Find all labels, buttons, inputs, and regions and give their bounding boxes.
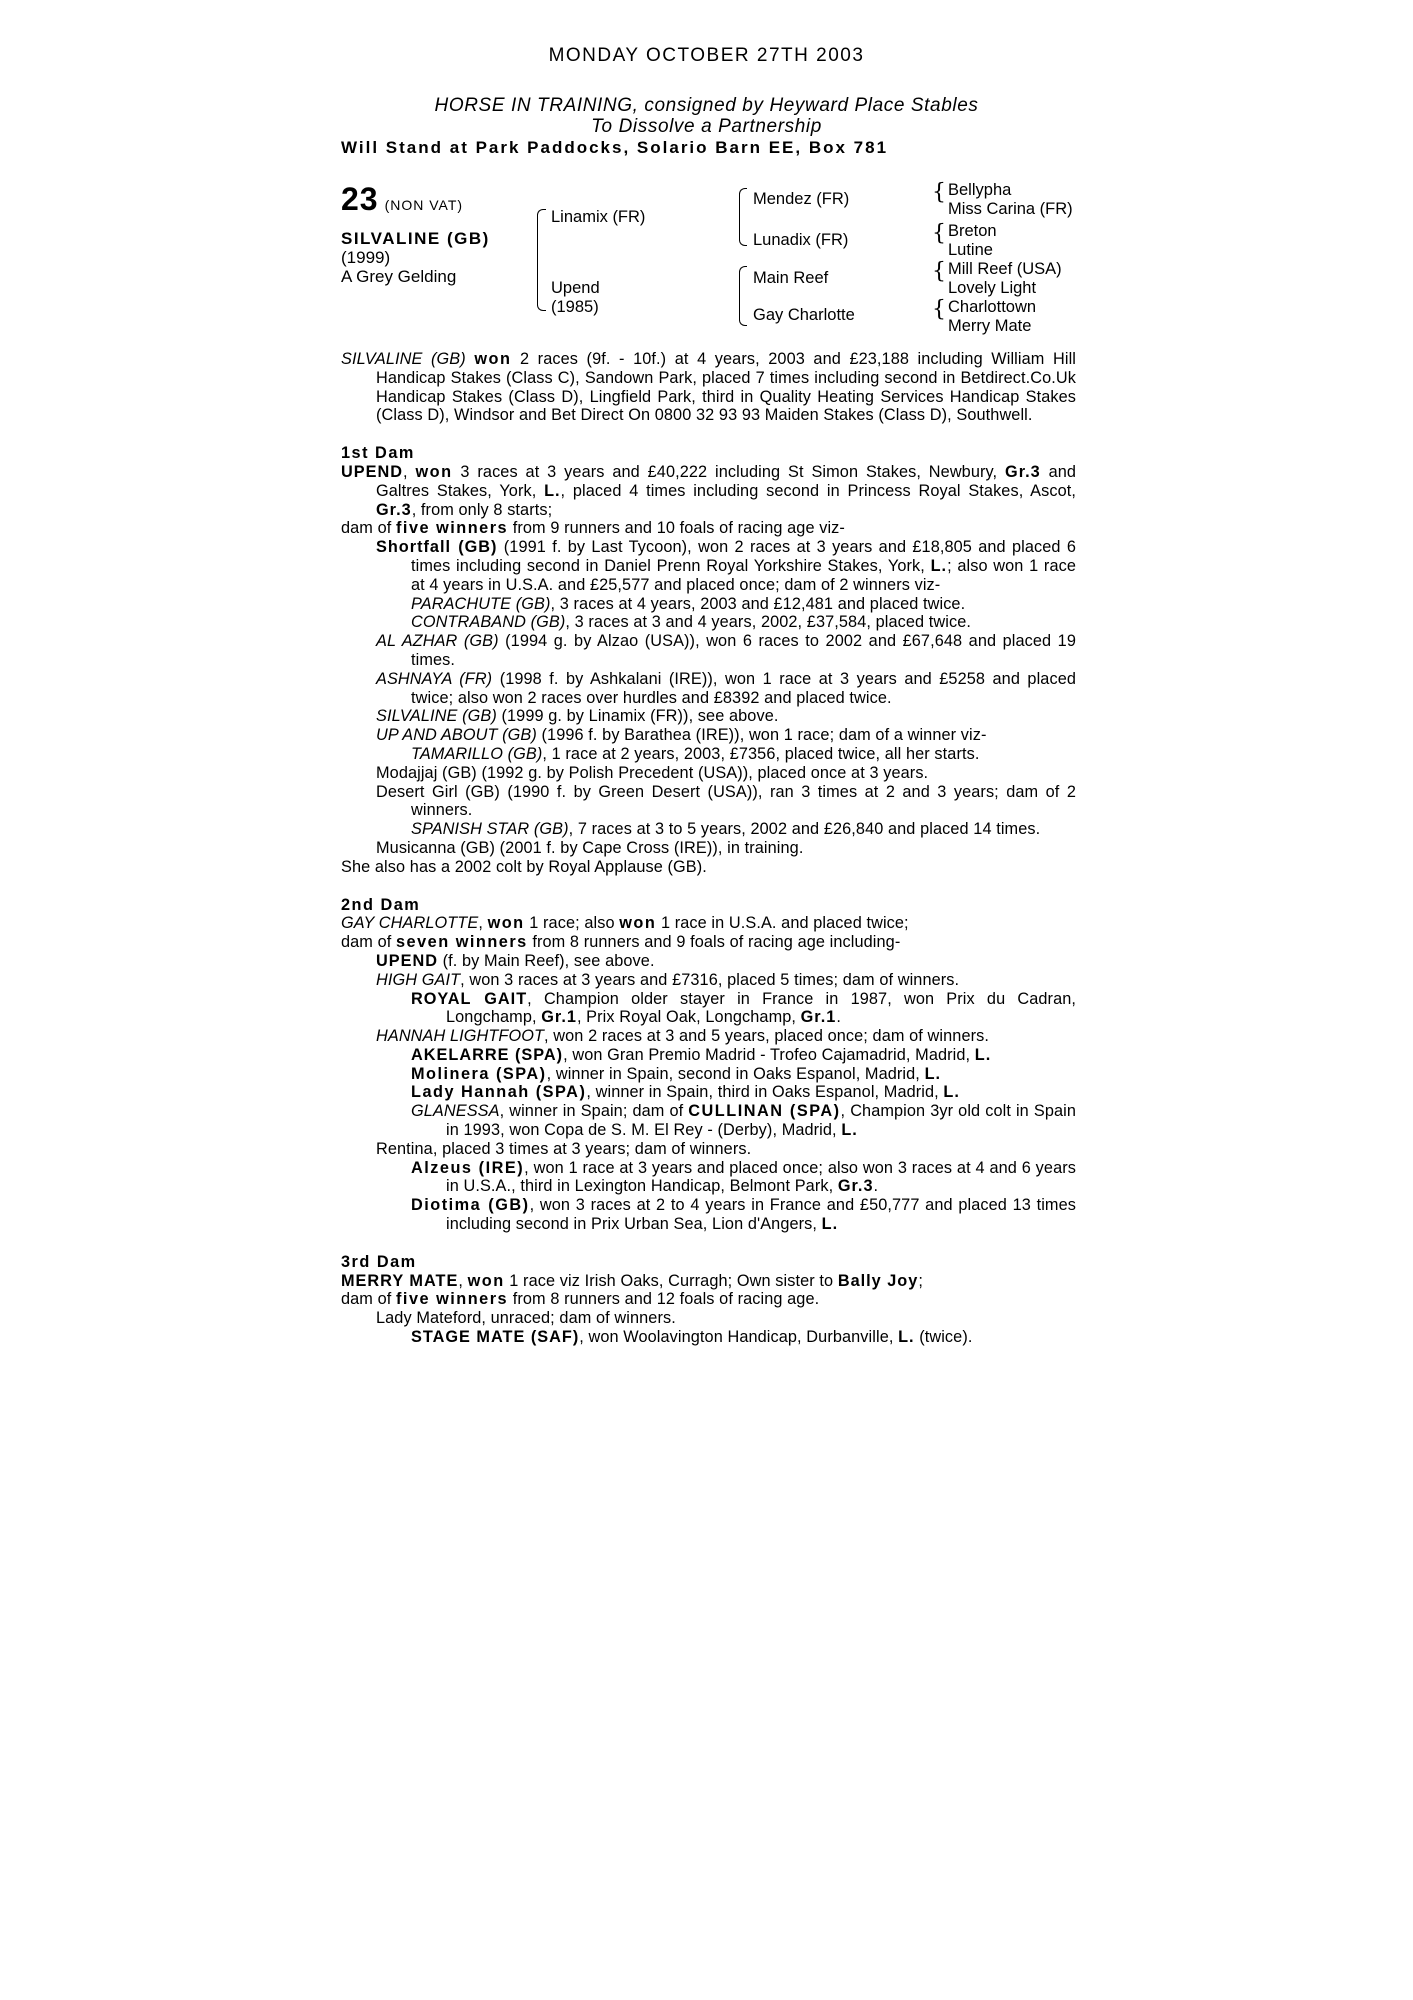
produce-alzeus	[341, 1159, 1076, 1197]
horse-name-inline: SILVALINE (GB)	[341, 350, 466, 368]
won-label: won	[487, 914, 525, 933]
text: from 8 runners and 12 foals of racing age.	[512, 1290, 820, 1309]
text: , Champion older stayer in France in 1987, won Prix du Cadran, Longchamp,	[446, 989, 1077, 1027]
produce-molinera	[341, 1065, 1076, 1084]
third-dam-record: MERRY MATE, won 1 race viz Irish Oaks, Curragh; Own sister to Bally Joy;	[341, 1271, 923, 1290]
produce-hannah-lightfoot	[341, 1027, 1076, 1046]
pedigree-g3: Breton	[948, 222, 997, 240]
text: , won 1 race at 3 years and placed once; also won 3 races at 4 and 6 years in U.S.A., third in Lexington Handicap, Belmont Park,	[446, 1158, 1076, 1196]
text: , won 3 races at 2 to 4 years in France and £50,777 and placed 13 times including second in Prix Urban Sea, Lion d'Angers,	[446, 1196, 1076, 1234]
produce-name: SPANISH STAR (GB)	[411, 820, 569, 839]
text: , 7 races at 3 to 5 years, 2002 and £26,840 and placed 14 times.	[568, 820, 1041, 839]
pedigree-g5: Mill Reef (USA)	[948, 260, 1062, 278]
pedigree-dam-sire: Main Reef	[753, 269, 829, 287]
second-dam-record: GAY CHARLOTTE, won 1 race; also won 1 race in U.S.A. and placed twice;	[341, 914, 909, 933]
text: ;	[918, 1271, 923, 1290]
text: .	[836, 1008, 841, 1027]
second-dam-produce-line	[341, 933, 1076, 952]
text: , winner in Spain, third in Oaks Espanol, Madrid,	[586, 1083, 939, 1102]
text: , won 3 races at 3 years and £7316, placed 5 times; dam of winners.	[460, 970, 960, 989]
produce-desert-girl: Desert Girl (GB) (1990 f. by Green Desert (USA)), ran 3 times at 2 and 3 years; dam of 2 winners.	[376, 782, 1076, 820]
pedigree-brace-5: {	[932, 221, 946, 246]
pedigree-brace-2	[739, 188, 747, 246]
winners-count: seven winners	[396, 933, 528, 952]
produce-al-azhar	[341, 632, 1076, 670]
pedigree-g4: Lutine	[948, 241, 993, 259]
consignor-line: HORSE IN TRAINING, consigned by Heyward Place Stables	[434, 95, 979, 116]
text: , winner in Spain, second in Oaks Espanol, Madrid,	[546, 1064, 920, 1083]
listed-label: L.	[841, 1121, 858, 1140]
third-dam-name: MERRY MATE	[341, 1271, 459, 1290]
foaling-year: (1999)	[341, 248, 391, 267]
text: dam of	[341, 519, 392, 538]
sale-date: MONDAY OCTOBER 27TH 2003	[548, 45, 865, 66]
produce-stage-mate	[341, 1328, 1076, 1347]
pedigree-brace-4: {	[932, 180, 946, 205]
lot-number: 23	[341, 181, 379, 217]
won-label: won	[415, 462, 453, 481]
text: , placed 4 times including second in Princess Royal Stakes, Ascot,	[560, 481, 1076, 500]
pedigree-brace-7: {	[932, 297, 946, 322]
produce-high-gait	[341, 971, 1076, 990]
won-label: won	[619, 914, 657, 933]
produce-akelarre	[341, 1046, 1076, 1065]
text: (1994 g. by Alzao (USA)), won 6 races to 2002 and £67,648 and placed 19 times.	[411, 632, 1076, 669]
lot-heading	[341, 181, 463, 218]
text: , won Gran Premio Madrid - Trofeo Cajamadrid, Madrid,	[563, 1045, 971, 1064]
text: ; also won 1 race at 4 years in U.S.A. and £25,577 and placed once; dam of 2 winners viz-	[411, 556, 1077, 594]
pedigree-g1: Bellypha	[948, 181, 1012, 199]
produce-upend	[341, 952, 1076, 971]
grade-label: Gr.1	[800, 1008, 837, 1027]
produce-name: GLANESSA	[411, 1102, 500, 1121]
produce-name: Molinera (SPA)	[411, 1064, 547, 1083]
produce-modajjaj: Modajjaj (GB) (1992 g. by Polish Precedent (USA)), placed once at 3 years.	[376, 763, 929, 782]
listed-label: L.	[930, 556, 948, 575]
race-record-text: 2 races (9f. - 10f.) at 4 years, 2003 and £23,188 including William Hill Handicap Stakes (Class C), Sandown Park, placed 7 times including second in Betdirect.Co.Uk Handicap Stakes (Class D), Lingfield Park, third in Quality Heating Services Handicap Stakes (Class D), Windsor and Bet Direct On 0800 32 93 93 Maiden Stakes (Class D), Southwell.	[376, 350, 1076, 425]
produce-name: HIGH GAIT	[376, 970, 461, 989]
listed-label: L.	[943, 1083, 960, 1102]
produce-lady-hannah	[341, 1083, 1076, 1102]
produce-name: UPEND	[376, 951, 438, 970]
text: (1996 f. by Barathea (IRE)), won 1 race; dam of a winner viz-	[541, 726, 987, 745]
produce-name: TAMARILLO (GB)	[411, 744, 543, 763]
produce-name: STAGE MATE (SAF)	[411, 1328, 580, 1347]
pedigree-dam-year: (1985)	[551, 298, 599, 316]
pedigree-g2: Miss Carina (FR)	[948, 200, 1073, 218]
listed-label: L.	[821, 1215, 839, 1234]
text: (twice).	[919, 1328, 973, 1347]
first-dam-produce-line	[341, 519, 1076, 538]
second-dam-heading: 2nd Dam	[341, 895, 421, 914]
third-dam-produce-line	[341, 1290, 1076, 1309]
produce-name: CONTRABAND (GB)	[411, 613, 566, 632]
listed-label: L.	[544, 481, 561, 500]
produce-name: AKELARRE (SPA)	[411, 1045, 564, 1064]
third-dam-heading: 3rd Dam	[341, 1252, 417, 1271]
produce-contraband	[341, 613, 1076, 632]
text: (1998 f. by Ashkalani (IRE)), won 1 race at 3 years and £5258 and placed twice; also won 2 races over hurdles and £8392 and placed twice.	[411, 669, 1077, 707]
text: (f. by Main Reef), see above.	[442, 951, 655, 970]
text: (1999 g. by Linamix (FR)), see above.	[501, 707, 779, 726]
first-dam-heading: 1st Dam	[341, 444, 415, 463]
text: and Galtres Stakes, York,	[376, 462, 1077, 500]
pedigree-brace-6: {	[932, 259, 946, 284]
first-dam-record: UPEND, won 3 races at 3 years and £40,222 including St Simon Stakes, Newbury, Gr.3 and Galtres Stakes, York, L., placed 4 times including second in Princess Royal Stakes, Ascot, Gr.3, from only 8 starts;	[341, 462, 1077, 519]
won-label: won	[467, 1271, 505, 1290]
produce-musicanna: Musicanna (GB) (2001 f. by Cape Cross (IRE)), in training.	[376, 838, 804, 857]
pedigree-g7: Charlottown	[948, 298, 1037, 316]
catalogue-body	[341, 350, 1076, 1347]
text: , Prix Royal Oak, Longchamp,	[576, 1008, 797, 1027]
produce-name: SILVALINE (GB)	[376, 707, 497, 726]
first-dam-name: UPEND	[341, 462, 403, 481]
race-record-paragraph	[341, 350, 1076, 425]
text: , Champion 3yr old colt in Spain in 1993, won Copa de S. M. El Rey - (Derby), Madrid,	[446, 1102, 1077, 1140]
pedigree-sire: Linamix (FR)	[551, 208, 646, 226]
text: from 8 runners and 9 foals of racing age including-	[532, 933, 901, 952]
text: , won Woolavington Handicap, Durbanville,	[579, 1328, 894, 1347]
listed-label: L.	[924, 1064, 942, 1083]
text: (1991 f. by Last Tycoon), won 2 races at 3 years and £18,805 and placed 6 times including second in Daniel Prenn Royal Yorkshire Stakes, York,	[411, 538, 1076, 575]
text: , 1 race at 2 years, 2003, £7356, placed twice, all her starts.	[542, 744, 980, 763]
text: , won 2 races at 3 and 5 years, placed once; dam of winners.	[544, 1027, 989, 1046]
pedigree-sire-sire: Mendez (FR)	[753, 190, 850, 208]
produce-name: ASHNAYA (FR)	[376, 669, 493, 688]
pedigree-g8: Merry Mate	[948, 317, 1032, 335]
vat-status: (NON VAT)	[384, 197, 464, 213]
produce-name: Shortfall (GB)	[376, 538, 498, 557]
produce-name: UP AND ABOUT (GB)	[376, 726, 537, 745]
grade-label: Gr.1	[541, 1008, 577, 1027]
winners-count: five winners	[396, 519, 509, 538]
produce-silvaline	[341, 707, 1076, 726]
text: 1 race; also	[529, 914, 615, 933]
winners-count: five winners	[396, 1290, 509, 1309]
produce-name: Lady Hannah (SPA)	[411, 1083, 587, 1102]
produce-up-and-about	[341, 726, 1076, 745]
grade-label: Gr.3	[837, 1177, 874, 1196]
text: , from only 8 starts;	[411, 500, 553, 519]
text: dam of	[341, 1290, 392, 1309]
text: 1 race in U.S.A. and placed twice;	[660, 914, 909, 933]
listed-label: L.	[898, 1328, 915, 1347]
text: 3 races at 3 years and £40,222 including St Simon Stakes, Newbury,	[460, 462, 998, 481]
produce-2002-colt: She also has a 2002 colt by Royal Applause (GB).	[341, 857, 707, 876]
pedigree-g6: Lovely Light	[948, 279, 1037, 297]
pedigree-brace-1	[537, 209, 546, 311]
produce-royal-gait	[341, 990, 1076, 1028]
sister-name: Bally Joy	[837, 1271, 919, 1290]
produce-name: Diotima (GB)	[411, 1196, 530, 1215]
text: from 9 runners and 10 foals of racing age viz-	[512, 519, 845, 538]
grade-label: Gr.3	[1005, 462, 1041, 481]
produce-name: ROYAL GAIT	[411, 989, 528, 1008]
produce-spanish-star	[341, 820, 1076, 839]
text: dam of	[341, 933, 392, 952]
pedigree-brace-3	[739, 266, 747, 326]
produce-glanessa	[341, 1102, 1076, 1140]
horse-description: A Grey Gelding	[341, 267, 457, 286]
produce-name: HANNAH LIGHTFOOT	[376, 1027, 545, 1046]
grade-label: Gr.3	[376, 500, 412, 519]
pedigree-dam-dam: Gay Charlotte	[753, 306, 855, 324]
produce-tamarillo	[341, 745, 1076, 764]
produce-name: PARACHUTE (GB)	[411, 594, 551, 613]
produce-name: AL AZHAR (GB)	[376, 632, 499, 651]
produce-ashnaya	[341, 670, 1076, 708]
text: 1 race viz Irish Oaks, Curragh; Own sister to	[509, 1271, 834, 1290]
listed-label: L.	[974, 1045, 992, 1064]
won-label: won	[474, 350, 512, 368]
produce-diotima	[341, 1196, 1076, 1234]
produce-name: CULLINAN (SPA)	[688, 1102, 841, 1121]
pedigree-sire-dam: Lunadix (FR)	[753, 231, 849, 249]
produce-shortfall	[341, 538, 1076, 594]
text: , 3 races at 4 years, 2003 and £12,481 and placed twice.	[550, 594, 966, 613]
dissolve-partnership-line: To Dissolve a Partnership	[591, 116, 822, 137]
horse-info	[341, 229, 490, 286]
text: , 3 races at 3 and 4 years, 2002, £37,584, placed twice.	[565, 613, 972, 632]
produce-parachute	[341, 595, 1076, 614]
stand-location: Will Stand at Park Paddocks, Solario Barn EE, Box 781	[341, 138, 889, 157]
text: , winner in Spain; dam of	[499, 1102, 684, 1121]
produce-rentina: Rentina, placed 3 times at 3 years; dam of winners.	[376, 1139, 752, 1158]
text: .	[873, 1177, 879, 1196]
horse-name: SILVALINE (GB)	[341, 229, 490, 248]
second-dam-name: GAY CHARLOTTE	[341, 914, 479, 933]
produce-lady-mateford: Lady Mateford, unraced; dam of winners.	[376, 1309, 676, 1328]
produce-name: Alzeus (IRE)	[411, 1158, 525, 1177]
pedigree-dam: Upend	[551, 279, 600, 297]
